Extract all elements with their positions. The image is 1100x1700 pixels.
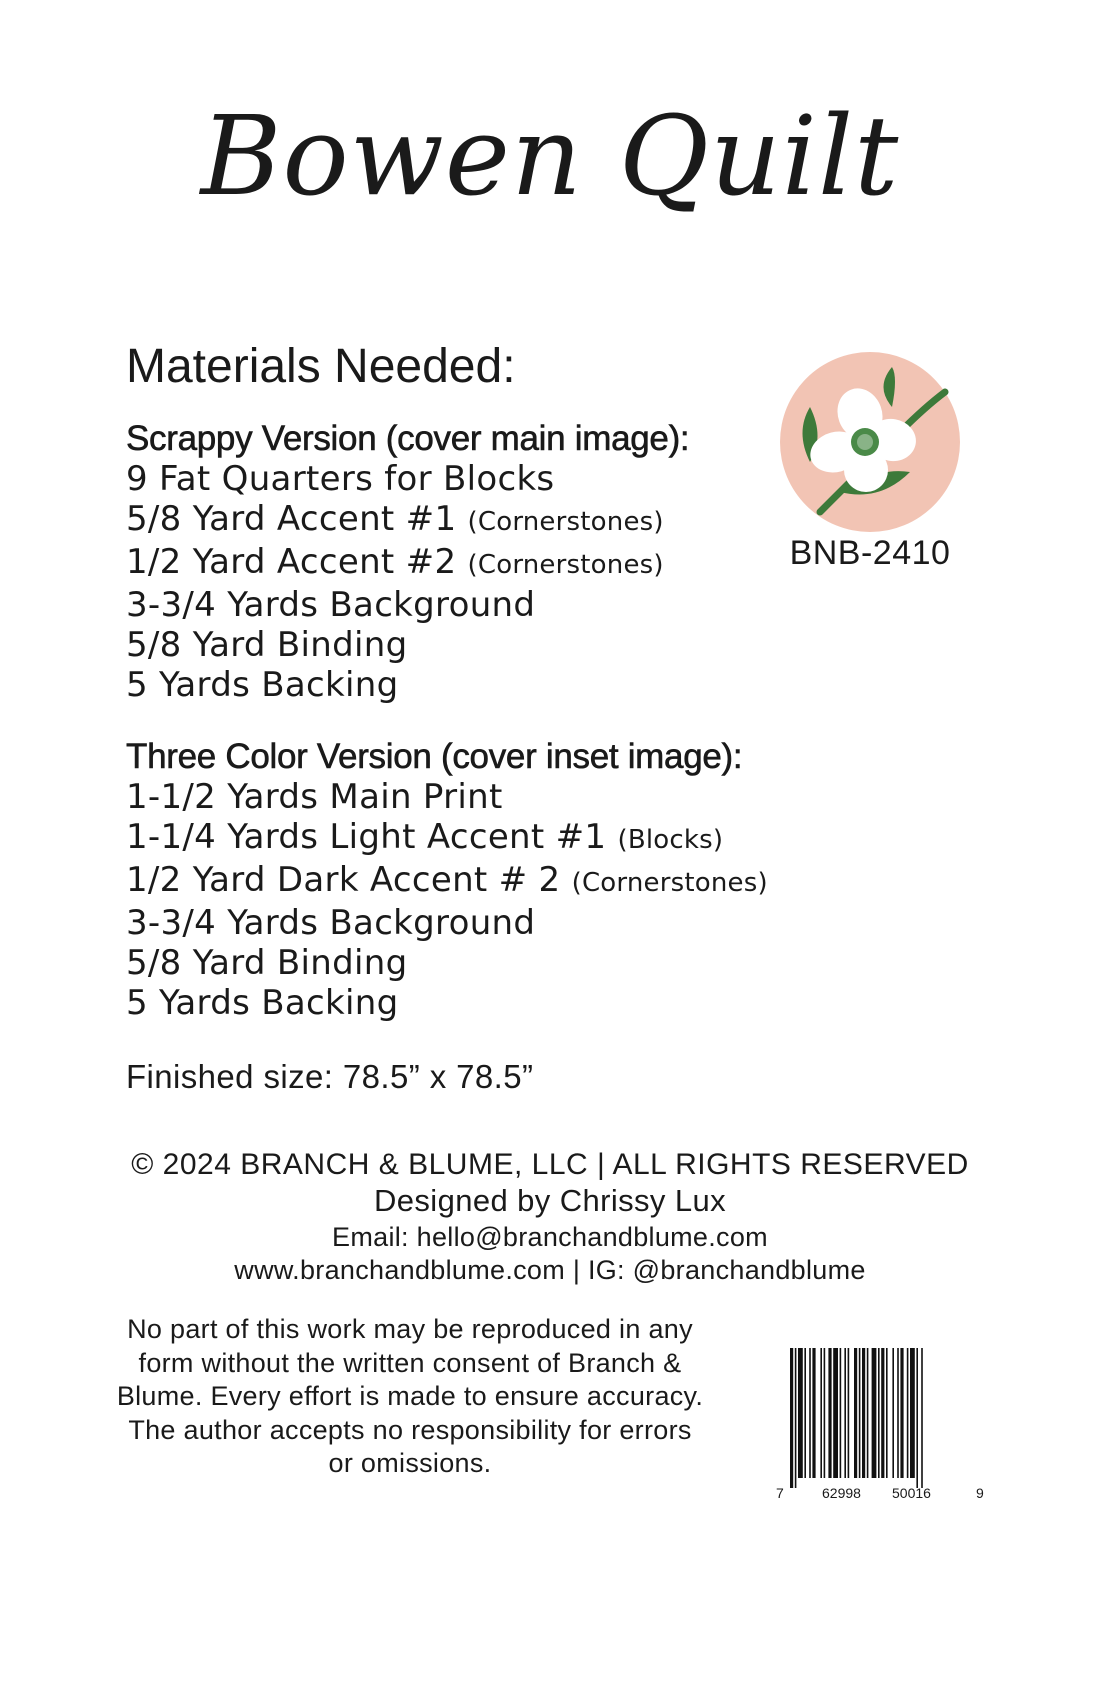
barcode-bar bbox=[921, 1348, 923, 1488]
barcode-bar bbox=[809, 1348, 811, 1478]
barcode-bar bbox=[897, 1348, 899, 1478]
barcode-bar bbox=[910, 1348, 915, 1478]
barcode-digit: 9 bbox=[976, 1485, 984, 1500]
sku-code: BNB-2410 bbox=[789, 534, 951, 572]
material-item: 5 Yards Backing bbox=[126, 983, 399, 1023]
materials-heading: Materials Needed: bbox=[126, 340, 516, 393]
finished-size: Finished size: 78.5” x 78.5” bbox=[126, 1058, 534, 1095]
material-item: 5/8 Yard Binding bbox=[126, 625, 408, 665]
barcode-bar bbox=[916, 1348, 918, 1488]
barcode-bar bbox=[798, 1348, 803, 1478]
barcode-digit: 50016 bbox=[892, 1485, 931, 1500]
three-color-version-section bbox=[126, 737, 768, 1023]
barcode-bar bbox=[859, 1348, 861, 1478]
barcode-bar bbox=[872, 1348, 877, 1478]
material-item: 1/2 Yard Dark Accent # 2 (Cornerstones) bbox=[126, 860, 768, 900]
barcode-bar bbox=[790, 1348, 793, 1488]
material-note: (Blocks) bbox=[617, 825, 724, 855]
barcode-bar bbox=[848, 1348, 850, 1478]
barcode-bar bbox=[886, 1348, 888, 1478]
barcode-bar bbox=[820, 1348, 822, 1478]
barcode-bar bbox=[907, 1348, 909, 1478]
barcode-bar bbox=[833, 1348, 838, 1478]
material-item: 3-3/4 Yards Background bbox=[126, 585, 536, 625]
barcode-bar bbox=[867, 1348, 869, 1478]
material-item: 1-1/2 Yards Main Print bbox=[126, 777, 503, 817]
barcode-bar bbox=[840, 1348, 842, 1478]
barcode-bar bbox=[862, 1348, 865, 1478]
barcode-bar bbox=[844, 1348, 846, 1478]
material-item: 1-1/4 Yards Light Accent #1 (Blocks) bbox=[126, 817, 724, 857]
material-note: (Cornerstones) bbox=[467, 550, 664, 580]
barcode-bar bbox=[795, 1348, 797, 1488]
barcode-digit: 62998 bbox=[822, 1485, 861, 1500]
material-item: 5 Yards Backing bbox=[126, 665, 399, 705]
barcode-bar bbox=[812, 1348, 815, 1478]
disclaimer-text: No part of this work may be reproduced in any form without the written consent of Branch & Blume. Every effort is made to ensure accuracy. The author accepts no responsibility for errors or omissions. bbox=[116, 1314, 704, 1478]
barcode-bar bbox=[878, 1348, 880, 1478]
material-note: (Cornerstones) bbox=[467, 507, 664, 537]
barcode-bar bbox=[900, 1348, 903, 1478]
barcode-bar bbox=[881, 1348, 884, 1478]
website-line: www.branchandblume.com | IG: @branchandblume bbox=[234, 1255, 866, 1285]
designer-line: Designed by Chrissy Lux bbox=[373, 1183, 727, 1218]
material-item: 5/8 Yard Binding bbox=[126, 943, 408, 983]
barcode-bar bbox=[892, 1348, 894, 1478]
scrappy-version-section bbox=[126, 419, 689, 705]
three-color-heading: Three Color Version (cover inset image): bbox=[126, 737, 743, 776]
material-item: 1/2 Yard Accent #2 (Cornerstones) bbox=[126, 542, 664, 582]
copyright-line: © 2024 BRANCH & BLUME, LLC | ALL RIGHTS RESERVED bbox=[131, 1148, 969, 1181]
email-line: Email: hello@branchandblume.com bbox=[332, 1222, 768, 1252]
barcode-icon bbox=[770, 1340, 990, 1500]
page-title: Bowen Quilt bbox=[200, 92, 900, 220]
barcode-bar bbox=[854, 1348, 857, 1478]
barcode-digit: 7 bbox=[776, 1485, 784, 1500]
material-item: 9 Fat Quarters for Blocks bbox=[126, 459, 555, 499]
barcode-bar bbox=[828, 1348, 831, 1478]
material-item: 3-3/4 Yards Background bbox=[126, 903, 536, 943]
material-item: 5/8 Yard Accent #1 (Cornerstones) bbox=[126, 499, 664, 539]
scrappy-heading: Scrappy Version (cover main image): bbox=[126, 419, 690, 458]
barcode-bar bbox=[824, 1348, 826, 1478]
dogwood-flower-logo-icon bbox=[780, 352, 960, 532]
material-note: (Cornerstones) bbox=[571, 868, 768, 898]
barcode-bar bbox=[804, 1348, 806, 1478]
